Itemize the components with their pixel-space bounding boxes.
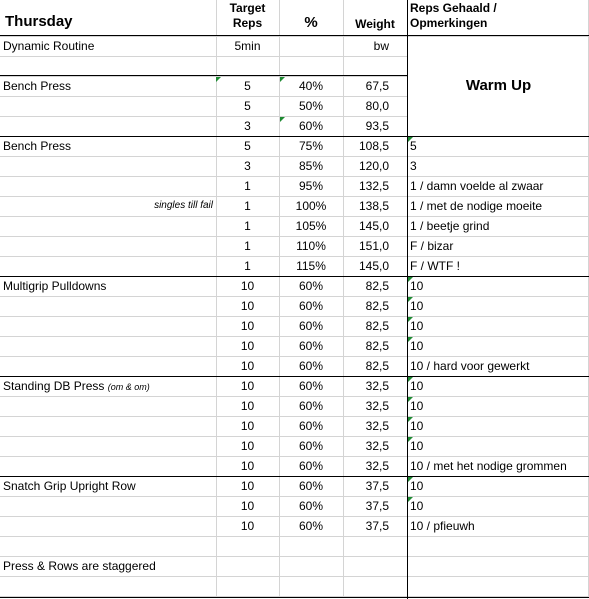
- reps-cell[interactable]: 10: [240, 359, 255, 373]
- weight-cell[interactable]: 120,0: [358, 159, 389, 173]
- gridline-h: [0, 436, 589, 437]
- weight-cell[interactable]: 132,5: [358, 179, 389, 193]
- header-target-reps: [216, 1, 279, 31]
- comment-marker-icon[interactable]: [280, 117, 285, 122]
- percent-cell[interactable]: 60%: [298, 459, 324, 473]
- table-row: [0, 316, 589, 336]
- result-cell[interactable]: 10: [410, 439, 424, 453]
- border-h-bottom: [0, 597, 589, 598]
- header-result-line2: Opmerkingen: [410, 16, 488, 30]
- weight-cell[interactable]: 82,5: [365, 339, 389, 353]
- gridline-h: [0, 556, 589, 557]
- table-row: [0, 296, 589, 316]
- table-row: [0, 116, 589, 136]
- reps-cell[interactable]: 5: [244, 139, 251, 153]
- table-row: [0, 436, 589, 456]
- result-cell[interactable]: 10: [410, 379, 424, 393]
- gridline-h: [0, 36, 589, 37]
- reps-cell[interactable]: 10: [240, 279, 255, 293]
- result-cell[interactable]: 10: [410, 399, 424, 413]
- gridline-h: [0, 296, 589, 297]
- weight-cell[interactable]: 82,5: [365, 299, 389, 313]
- reps-cell[interactable]: 10: [240, 339, 255, 353]
- percent-cell[interactable]: 40%: [298, 79, 324, 93]
- header-result-line1: Reps Gehaald /: [410, 1, 497, 15]
- reps-cell[interactable]: 10: [240, 459, 255, 473]
- percent-cell[interactable]: 60%: [298, 439, 324, 453]
- gridline-h: [0, 216, 589, 217]
- border-h-section: [0, 476, 589, 477]
- percent-cell[interactable]: 85%: [298, 159, 324, 173]
- weight-cell[interactable]: 93,5: [365, 119, 389, 133]
- weight-cell[interactable]: 67,5: [365, 79, 389, 93]
- table-row: [0, 476, 589, 496]
- result-cell[interactable]: 1 / damn voelde al zwaar: [410, 179, 544, 193]
- exercise-cell[interactable]: [3, 376, 150, 397]
- weight-cell[interactable]: 32,5: [365, 439, 389, 453]
- weight-cell[interactable]: 82,5: [365, 279, 389, 293]
- gridline-h: [0, 236, 589, 237]
- percent-cell[interactable]: 60%: [298, 299, 324, 313]
- exercise-cell[interactable]: Bench Press: [3, 79, 72, 93]
- table-row: [0, 556, 589, 576]
- reps-cell[interactable]: 1: [244, 199, 251, 213]
- reps-cell[interactable]: 3: [244, 119, 251, 133]
- table-row: [0, 76, 589, 96]
- comment-marker-icon[interactable]: [408, 277, 413, 282]
- result-cell[interactable]: 10: [410, 419, 424, 433]
- weight-cell[interactable]: 145,0: [358, 259, 389, 273]
- comment-marker-icon[interactable]: [408, 337, 413, 342]
- reps-cell[interactable]: 10: [240, 499, 255, 513]
- exercise-cell[interactable]: Snatch Grip Upright Row: [3, 479, 136, 493]
- table-row: [0, 456, 589, 476]
- exercise-name: Standing DB Press: [3, 379, 105, 393]
- reps-cell[interactable]: 5min: [234, 39, 261, 53]
- weight-cell[interactable]: 32,5: [365, 399, 389, 413]
- percent-cell[interactable]: 75%: [298, 139, 324, 153]
- table-row: [0, 576, 589, 596]
- gridline-v: [279, 0, 280, 596]
- gridline-h: [0, 196, 589, 197]
- percent-cell[interactable]: 115%: [296, 259, 326, 273]
- weight-cell[interactable]: 32,5: [365, 459, 389, 473]
- percent-cell[interactable]: 60%: [298, 279, 324, 293]
- table-row: [0, 496, 589, 516]
- result-cell[interactable]: 10 / hard voor gewerkt: [410, 359, 530, 373]
- percent-cell[interactable]: 60%: [298, 359, 324, 373]
- result-cell[interactable]: 10: [410, 299, 424, 313]
- weight-cell[interactable]: 37,5: [365, 519, 389, 533]
- table-row: [0, 416, 589, 436]
- gridline-h: [0, 336, 589, 337]
- table-row: [0, 516, 589, 536]
- header-weight: Weight: [355, 17, 395, 31]
- comment-marker-icon[interactable]: [408, 477, 413, 482]
- header-target-reps-line1: Target: [229, 1, 266, 15]
- percent-cell[interactable]: 60%: [298, 479, 324, 493]
- percent-cell[interactable]: 50%: [298, 99, 324, 113]
- reps-cell[interactable]: 10: [240, 519, 255, 533]
- gridline-h: [0, 316, 589, 317]
- reps-cell[interactable]: 10: [240, 319, 255, 333]
- result-cell[interactable]: 1 / beetje grind: [410, 219, 490, 233]
- table-row: [0, 336, 589, 356]
- reps-cell[interactable]: 1: [244, 179, 251, 193]
- percent-cell[interactable]: 60%: [298, 519, 324, 533]
- percent-cell[interactable]: 60%: [298, 379, 324, 393]
- weight-cell[interactable]: 32,5: [365, 419, 389, 433]
- gridline-h: [0, 516, 589, 517]
- comment-marker-icon[interactable]: [408, 437, 413, 442]
- gridline-h: [0, 116, 407, 117]
- gridline-h: [0, 356, 589, 357]
- header-percent: %: [304, 14, 318, 31]
- result-cell[interactable]: 10: [410, 279, 424, 293]
- percent-cell[interactable]: 60%: [298, 319, 324, 333]
- gridline-h: [0, 96, 407, 97]
- gridline-h: [0, 456, 589, 457]
- table-row: [0, 196, 589, 216]
- exercise-cell[interactable]: Multigrip Pulldowns: [3, 279, 107, 293]
- exercise-cell[interactable]: Press & Rows are staggered: [3, 559, 156, 573]
- border-h-header: [0, 35, 589, 36]
- comment-marker-icon[interactable]: [408, 397, 413, 402]
- result-cell[interactable]: 10: [410, 499, 424, 513]
- percent-cell[interactable]: 100%: [295, 199, 327, 213]
- reps-cell[interactable]: 10: [240, 479, 255, 493]
- result-cell[interactable]: 10 / met het nodige grommen: [410, 459, 567, 473]
- comment-marker-icon[interactable]: [408, 137, 413, 142]
- gridline-h: [0, 176, 589, 177]
- table-row: [0, 256, 589, 276]
- table-row: [0, 216, 589, 236]
- gridline-h: [0, 536, 589, 537]
- comment-marker-icon[interactable]: [408, 497, 413, 502]
- percent-cell[interactable]: 95%: [298, 179, 324, 193]
- weight-cell[interactable]: 108,5: [358, 139, 389, 153]
- percent-cell[interactable]: 60%: [298, 399, 324, 413]
- weight-cell[interactable]: bw: [373, 39, 389, 53]
- reps-cell[interactable]: 1: [244, 239, 251, 253]
- table-row: [0, 156, 589, 176]
- table-row: [0, 36, 589, 56]
- weight-cell[interactable]: 82,5: [365, 319, 389, 333]
- table-row: [0, 536, 589, 556]
- result-cell[interactable]: 3: [410, 159, 417, 173]
- header-day: Thursday: [5, 13, 73, 30]
- percent-cell[interactable]: 60%: [298, 419, 324, 433]
- result-cell[interactable]: 1 / met de nodige moeite: [410, 199, 543, 213]
- table-row: [0, 376, 589, 396]
- gridline-h: [0, 56, 407, 57]
- reps-cell[interactable]: 10: [240, 419, 255, 433]
- weight-cell[interactable]: 80,0: [365, 99, 389, 113]
- comment-marker-icon[interactable]: [280, 77, 285, 82]
- gridline-h: [0, 496, 589, 497]
- gridline-v: [343, 0, 344, 596]
- border-h-section: [0, 276, 589, 277]
- comment-marker-icon[interactable]: [408, 377, 413, 382]
- border-h-warmup: [0, 75, 407, 76]
- percent-cell[interactable]: 60%: [298, 119, 324, 133]
- percent-cell[interactable]: 60%: [298, 499, 324, 513]
- border-h-section: [0, 136, 589, 137]
- reps-cell[interactable]: 10: [240, 439, 255, 453]
- gridline-h: [0, 76, 407, 77]
- result-cell[interactable]: 10: [410, 479, 424, 493]
- table-row: [0, 276, 589, 296]
- table-row: [0, 136, 589, 156]
- note-cell[interactable]: singles till fail: [154, 200, 213, 211]
- reps-cell[interactable]: 1: [244, 259, 251, 273]
- result-cell[interactable]: 10 / pfieuwh: [410, 519, 475, 533]
- percent-cell[interactable]: 110%: [296, 239, 326, 253]
- gridline-h: [0, 416, 589, 417]
- weight-cell[interactable]: 145,0: [358, 219, 389, 233]
- exercise-note: (om & om): [107, 382, 150, 392]
- header-result: [410, 1, 497, 31]
- result-cell[interactable]: F / bizar: [410, 239, 454, 253]
- result-cell[interactable]: 10: [410, 339, 424, 353]
- table-row: [0, 56, 589, 76]
- reps-cell[interactable]: 10: [240, 299, 255, 313]
- table-row: [0, 176, 589, 196]
- result-cell[interactable]: 10: [410, 319, 424, 333]
- reps-cell[interactable]: 5: [244, 79, 251, 93]
- header-target-reps-line2: Reps: [232, 16, 263, 30]
- weight-cell[interactable]: 37,5: [365, 479, 389, 493]
- weight-cell[interactable]: 32,5: [365, 379, 389, 393]
- border-h-section: [0, 376, 589, 377]
- percent-cell[interactable]: 105%: [295, 219, 327, 233]
- gridline-h: [0, 156, 589, 157]
- reps-cell[interactable]: 10: [240, 399, 255, 413]
- comment-marker-icon[interactable]: [408, 317, 413, 322]
- table-row: [0, 236, 589, 256]
- reps-cell[interactable]: 3: [244, 159, 251, 173]
- comment-marker-icon[interactable]: [216, 77, 221, 82]
- gridline-v: [216, 0, 217, 596]
- result-cell[interactable]: F / WTF !: [410, 259, 460, 273]
- weight-cell[interactable]: 82,5: [365, 359, 389, 373]
- gridline-h: [0, 396, 589, 397]
- comment-marker-icon[interactable]: [408, 417, 413, 422]
- reps-cell[interactable]: 10: [240, 379, 255, 393]
- table-row: [0, 396, 589, 416]
- table-row: [0, 356, 589, 376]
- weight-cell[interactable]: 37,5: [365, 499, 389, 513]
- warmup-label: Warm Up: [465, 77, 532, 94]
- exercise-cell[interactable]: Dynamic Routine: [3, 39, 95, 53]
- comment-marker-icon[interactable]: [408, 297, 413, 302]
- table-row: [0, 96, 589, 116]
- percent-cell[interactable]: 60%: [298, 339, 324, 353]
- reps-cell[interactable]: 5: [244, 99, 251, 113]
- weight-cell[interactable]: 138,5: [358, 199, 389, 213]
- exercise-cell[interactable]: Bench Press: [3, 139, 72, 153]
- result-cell[interactable]: 5: [410, 139, 417, 153]
- gridline-h: [0, 256, 589, 257]
- weight-cell[interactable]: 151,0: [358, 239, 389, 253]
- reps-cell[interactable]: 1: [244, 219, 251, 233]
- gridline-h: [0, 576, 589, 577]
